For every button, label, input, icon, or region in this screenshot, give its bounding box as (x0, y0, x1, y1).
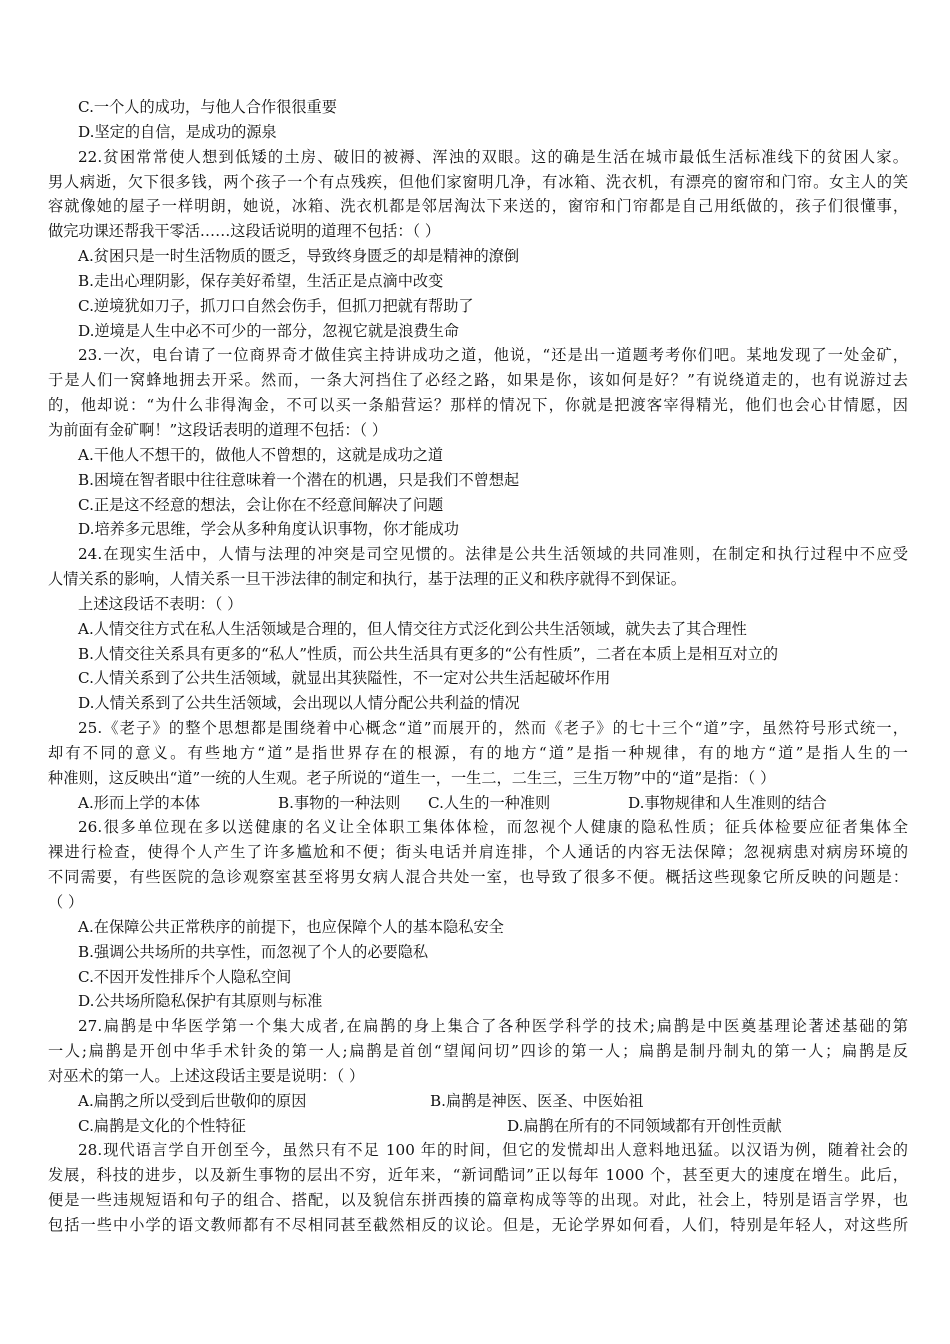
question-24-prompt: 上述这段话不表明：（ ） (78, 594, 243, 613)
question-28-text: 便是一些违规短语和句子的组合、搭配，以及貌信东拼西揍的篇章构成等等的出现。对此，社会上，特别是语言学界，也 (48, 1191, 908, 1210)
question-25-text: 种准则，这反映出“道”一统的人生观。老子所说的“道生一，一生二，二生三，三生万物”中的“道”是指：（ ） (48, 768, 776, 787)
option-c: C.人生的一种准则 (428, 793, 551, 812)
option-b: B.走出心理阴影，保存美好希望，生活正是点滴中改变 (78, 271, 444, 290)
option-a: A.在保障公共正常秩序的前提下，也应保障个人的基本隐私安全 (78, 917, 504, 936)
question-28-text: 包括一些中小学的语文教师都有不尽相同甚至截然相反的议论。但是，无论学界如何看，人们，特别是年轻人，对这些所 (48, 1215, 908, 1234)
option-c: C.正是这不经意的想法，会让你在不经意间解决了问题 (78, 495, 444, 514)
question-26-text: 不同需要，有些医院的急诊观察室甚至将男女病人混合共处一室，也导致了很多不便。概括这些现象它所反映的问题是： (48, 868, 908, 887)
option-c: C.人情关系到了公共生活领域，就显出其狭隘性，不一定对公共生活起破坏作用 (78, 669, 611, 688)
question-26-text: 26.很多单位现在多以送健康的名义让全体职工集体体检，而忽视个人健康的隐私性质；征兵体检要应征者集体全 (78, 818, 908, 837)
option-c: C.一个人的成功，与他人合作很很重要 (78, 98, 337, 116)
question-27-text: 27.扁鹊是中华医学第一个集大成者,在扁鹊的身上集合了各种医学科学的技术;扁鹊是中医奠基理论著述基础的第 (78, 1017, 908, 1036)
question-27-text: 一人;扁鹊是开创中华手术针灸的第一人;扁鹊是首创“望闻问切”四诊的第一人；扁鹊是制丹制丸的第一人；扁鹊是反 (48, 1042, 908, 1061)
option-a: A.人情交往方式在私人生活领域是合理的，但人情交往方式泛化到公共生活领域，就失去了其合理性 (78, 619, 747, 638)
question-25-text: 25.《老子》的整个思想都是围绕着中心概念“道”而展开的，然而《老子》的七十三个“道”字，虽然符号形式统一， (78, 719, 908, 738)
option-c: C.不因开发性排斥个人隐私空间 (78, 967, 292, 986)
question-24-text: 24.在现实生活中，人情与法理的冲突是司空见惯的。法律是公共生活领域的共同准则，在制定和执行过程中不应受 (78, 545, 908, 564)
option-d: D.培养多元思维，学会从多种角度认识事物，你才能成功 (78, 520, 459, 539)
option-d: D.扁鹊在所有的不同领域都有开创性贡献 (507, 1116, 782, 1135)
question-25-text: 却有不同的意义。有些地方“道”是指世界存在的根源，有的地方“道”是指一种规律，有的地方“道”是指人生的一 (48, 743, 908, 762)
option-d: D.公共场所隐私保护有其原则与标准 (78, 992, 323, 1011)
question-25-options (48, 791, 908, 816)
question-27-options-row (48, 1114, 908, 1139)
option-c: C.逆境犹如刀子，抓刀口自然会伤手，但抓刀把就有帮助了 (78, 296, 474, 315)
exam-page (48, 95, 908, 1238)
option-d: D.逆境是人生中必不可少的一部分，忽视它就是浪费生命 (78, 321, 459, 340)
option-b: B.强调公共场所的共享性，而忽视了个人的必要隐私 (78, 942, 429, 961)
option-b: B.事物的一种法则 (278, 793, 401, 812)
question-22-text: 做完功课还帮我干零活……这段话说明的道理不包括：（ ） (48, 222, 441, 241)
question-22-text: 22.贫困常常使人想到低矮的土房、破旧的被褥、浑浊的双眼。这的确是生活在城市最低生活标准线下的贫困人家。 (78, 147, 908, 166)
option-a: A.形而上学的本体 (78, 793, 201, 812)
question-22-text: 容就像她的屋子一样明朗，她说，冰箱、洗衣机都是邻居淘汰下来送的，窗帘和门帘都是自己用纸做的，孩子们很懂事， (48, 197, 908, 216)
question-26-text: 裸进行检查，使得个人产生了许多尴尬和不便；街头电话并肩连排，个人通话的内容无法保障；忽视病患对病房环境的 (48, 843, 908, 862)
question-23-text: 23.一次，电台请了一位商界奇才做佳宾主持讲成功之道，他说，“还是出一道题考考你们吧。某地发现了一处金矿， (78, 346, 908, 365)
question-24-text: 人情关系的影响，人情关系一旦干涉法律的制定和执行，基于法理的正义和秩序就得不到保证。 (48, 570, 686, 589)
option-d: D.事物规律和人生准则的结合 (628, 793, 827, 812)
question-26-text: （ ） (48, 893, 84, 911)
question-22-text: 男人病逝，欠下很多钱，两个孩子一个有点残疾，但他们家窗明几净，有冰箱、洗衣机，有漂亮的窗帘和门帘。女主人的笑 (48, 172, 908, 191)
option-a: A.贫困只是一时生活物质的匮乏，导致终身匮乏的却是精神的潦倒 (78, 247, 520, 266)
option-c: C.扁鹊是文化的个性特征 (78, 1116, 246, 1135)
option-a: A.干他人不想干的，做他人不曾想的，这就是成功之道 (78, 445, 444, 464)
question-27-text: 对巫术的第一人。上述这段话主要是说明：（ ） (48, 1066, 365, 1085)
question-23-text: 为前面有金矿啊！”这段话表明的道理不包括：（ ） (48, 420, 388, 439)
option-d: D.人情关系到了公共生活领域，会出现以人情分配公共利益的情况 (78, 694, 520, 713)
question-23-text: 于是人们一窝蜂地拥去开采。然而，一条大河挡住了必经之路，如果是你，该如何是好？”有说绕道走的，也有说游过去 (48, 371, 908, 390)
option-b: B.人情交往关系具有更多的“私人”性质，而公共生活具有更多的“公有性质”，二者在本质上是相互对立的 (78, 644, 779, 663)
option-a: A.扁鹊之所以受到后世敬仰的原因 (78, 1091, 307, 1110)
question-27-options-row (48, 1089, 908, 1114)
question-23-text: 的，他却说：“为什么非得淘金，不可以买一条船营运？那样的情况下，你就是把渡客宰得精光，他们也会心甘情愿，因 (48, 396, 908, 415)
option-b: B.扁鹊是神医、医圣、中医始祖 (430, 1091, 644, 1110)
question-28-text: 28.现代语言学自开创至今，虽然只有不足 100 年的时间，但它的发慌却出人意料地迅猛。以汉语为例，随着社会的 (78, 1141, 908, 1160)
option-b: B.困境在智者眼中往往意味着一个潜在的机遇，只是我们不曾想起 (78, 470, 520, 489)
option-d: D.坚定的自信，是成功的源泉 (78, 122, 277, 141)
question-28-text: 发展，科技的进步，以及新生事物的层出不穷，近年来，“新词酷词”正以每年 1000 个，甚至更大的速度在增生。此后， (48, 1166, 908, 1185)
